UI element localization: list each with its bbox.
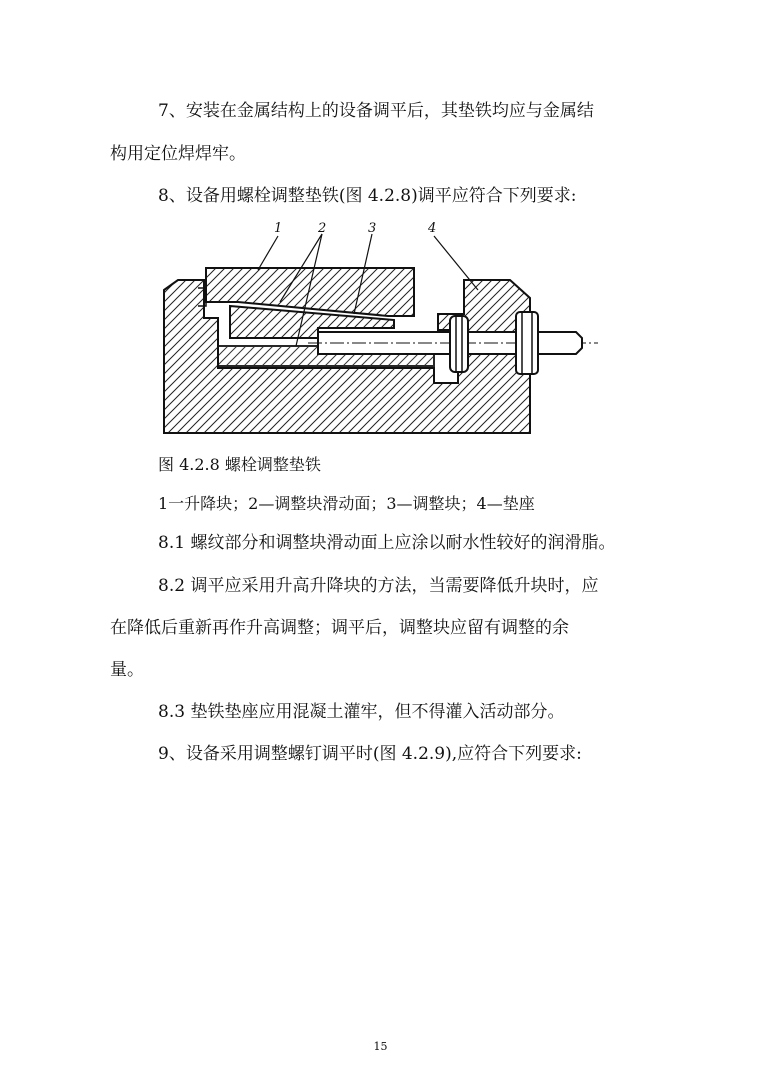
bolt-nut-outer bbox=[516, 312, 538, 374]
paragraph-8-2-line-1: 8.2 调平应采用升高升降块的方法，当需要降低升块时，应 bbox=[158, 576, 599, 596]
paragraph-8-3: 8.3 垫铁垫座应用混凝土灌牢，但不得灌入活动部分。 bbox=[158, 702, 565, 722]
figure-caption: 图 4.2.8 螺栓调整垫铁 bbox=[158, 455, 321, 474]
paragraph-8: 8、设备用螺栓调整垫铁(图 4.2.8)调平应符合下列要求: bbox=[158, 186, 577, 206]
paragraph-8-1: 8.1 螺纹部分和调整块滑动面上应涂以耐水性较好的润滑脂。 bbox=[158, 533, 616, 553]
paragraph-7-line-2: 构用定位焊焊牢。 bbox=[110, 144, 246, 164]
figure-legend: 1一升降块；2—调整块滑动面；3—调整块；4—垫座 bbox=[158, 494, 535, 513]
bolt-end bbox=[538, 332, 582, 354]
paragraph-8-2-line-2: 在降低后重新再作升高调整；调平后，调整块应留有调整的余 bbox=[110, 618, 569, 638]
figure-label-4: 4 bbox=[428, 221, 437, 236]
paragraph-7-line-1: 7、安装在金属结构上的设备调平后，其垫铁均应与金属结 bbox=[158, 101, 594, 121]
paragraph-9: 9、设备采用调整螺钉调平时(图 4.2.9),应符合下列要求: bbox=[158, 744, 582, 764]
bolt-nut-inner bbox=[450, 316, 468, 372]
bolt-adjusting-shim-figure bbox=[158, 218, 598, 440]
figure-label-1: 1 bbox=[274, 221, 283, 236]
paragraph-8-2-line-3: 量。 bbox=[110, 660, 144, 680]
figure-label-3: 3 bbox=[368, 221, 377, 236]
figure-label-2: 2 bbox=[318, 221, 327, 236]
page-number: 15 bbox=[373, 1040, 388, 1053]
